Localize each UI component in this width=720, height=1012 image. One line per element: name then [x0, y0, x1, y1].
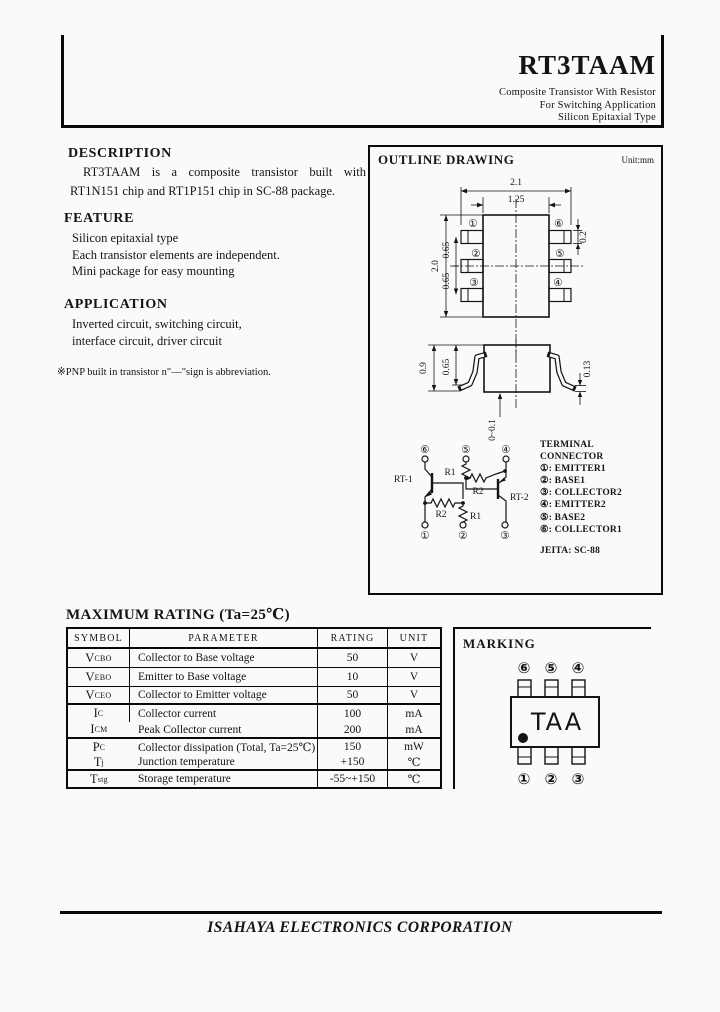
marking-code: TAA	[530, 708, 584, 736]
marking-drawing	[493, 655, 653, 795]
svg-text:⑥: ⑥	[554, 218, 564, 230]
max-rating-heading: MAXIMUM RATING (Ta=25℃)	[66, 607, 291, 623]
feature-item: Silicon epitaxial type	[72, 231, 179, 245]
jeita-package-label: JEITA: SC-88	[540, 546, 601, 556]
table-row	[68, 687, 440, 705]
svg-text:③: ③	[571, 770, 585, 788]
application-heading: APPLICATION	[64, 297, 168, 312]
unit-cell: ℃	[407, 757, 421, 769]
rating-cell: 100	[318, 705, 388, 722]
svg-text:①: ①	[517, 770, 531, 788]
parameter-cell: Junction temperature	[130, 755, 318, 769]
application-line: Inverted circuit, switching circuit,	[72, 317, 242, 331]
rating-cell: +150	[318, 755, 388, 769]
header-right-bar	[661, 35, 664, 127]
parameter-cell: Collector dissipation (Total, Ta=25℃)	[130, 739, 318, 755]
table-header-row	[68, 629, 440, 649]
svg-text:⑤: ⑤	[461, 444, 471, 456]
package-side-view	[461, 339, 573, 409]
unit-cell: V	[409, 671, 419, 683]
svg-text:0.65: 0.65	[442, 358, 452, 376]
rating-cell: 50	[318, 649, 388, 667]
svg-text:②: ②	[471, 248, 481, 260]
table-row	[68, 771, 440, 787]
marking-top-rule	[453, 627, 651, 629]
symbol-cell: P C	[92, 739, 106, 754]
symbol-cell: T stg	[90, 771, 108, 786]
company-name: ISAHAYA ELECTRONICS CORPORATION	[207, 919, 513, 936]
table-row	[68, 668, 440, 687]
svg-text:④: ④	[501, 444, 511, 456]
terminal-item: ⑥: COLLECTOR1	[540, 524, 622, 535]
rating-cell: 150	[318, 739, 388, 755]
pnp-note: ※PNP built in transistor n"—"sign is abbreviation.	[57, 367, 271, 378]
max-rating-table	[66, 627, 442, 789]
parameter-cell: Emitter to Base voltage	[130, 668, 318, 686]
marking-pin-numbers-top	[518, 659, 585, 677]
svg-text:0.65: 0.65	[442, 241, 452, 259]
svg-text:0~0.1: 0~0.1	[488, 419, 498, 441]
svg-text:②: ②	[458, 530, 468, 542]
header-bottom-rule	[61, 125, 664, 128]
svg-text:0.2: 0.2	[579, 231, 589, 243]
svg-text:②: ②	[544, 770, 558, 788]
parameter-cell: Peak Collector current	[130, 722, 318, 737]
feature-item: Mini package for easy mounting	[72, 264, 235, 278]
parameter-cell: Collector current	[130, 705, 318, 722]
parameter-cell: Storage temperature	[130, 771, 318, 787]
symbol-cell: I CM	[90, 722, 108, 736]
svg-text:⑤: ⑤	[555, 248, 565, 260]
svg-text:R2: R2	[472, 487, 484, 497]
svg-text:R1: R1	[444, 468, 456, 478]
unit-cell: ℃	[407, 774, 421, 786]
footer-rule	[60, 911, 662, 914]
terminal-item: ③: COLLECTOR2	[540, 488, 622, 499]
outline-unit-label: Unit:mm	[621, 155, 654, 165]
col-header-rating: RATING	[318, 629, 388, 647]
terminal-item: ④: EMITTER2	[540, 500, 606, 511]
table-row	[68, 705, 440, 722]
svg-text:①: ①	[420, 530, 430, 542]
svg-text:0.65: 0.65	[442, 272, 452, 290]
symbol-cell: V EBO	[68, 668, 130, 686]
symbol-cell: V CBO	[68, 649, 130, 667]
svg-text:0.13: 0.13	[583, 360, 593, 378]
unit-cell: V	[409, 652, 419, 664]
application-line: interface circuit, driver circuit	[72, 333, 222, 348]
symbol-cell: T j	[93, 755, 105, 769]
svg-text:R1: R1	[470, 512, 482, 522]
svg-text:④: ④	[553, 277, 563, 289]
unit-cell: V	[409, 689, 419, 701]
rating-cell: 50	[318, 687, 388, 703]
col-header-symbol: SYMBOL	[68, 629, 130, 647]
parameter-cell: Collector to Base voltage	[130, 649, 318, 667]
symbol-cell: V CEO	[68, 687, 130, 703]
table-row	[68, 755, 440, 771]
svg-text:⑤: ⑤	[544, 659, 558, 677]
application-lines	[72, 316, 372, 349]
marking-heading: MARKING	[463, 636, 536, 651]
marking-left-rule	[453, 627, 455, 789]
header-left-bar	[61, 35, 64, 127]
unit-cell: mA	[405, 723, 423, 736]
svg-text:③: ③	[469, 277, 479, 289]
subtitle-line-2: For Switching Application	[539, 99, 656, 111]
description-heading: DESCRIPTION	[68, 146, 172, 161]
svg-text:③: ③	[500, 530, 510, 542]
svg-text:⑥: ⑥	[420, 444, 430, 456]
svg-text:1.25: 1.25	[507, 195, 525, 205]
parameter-cell: Collector to Emitter voltage	[130, 687, 318, 703]
terminal-item: ①: EMITTER1	[540, 464, 606, 475]
svg-text:2.0: 2.0	[431, 260, 441, 272]
subtitle-line-3: Silicon Epitaxial Type	[558, 112, 656, 123]
symbol-cell: I C	[68, 705, 130, 722]
feature-heading: FEATURE	[64, 211, 135, 226]
unit-cell: mA	[405, 707, 423, 720]
table-row	[68, 649, 440, 668]
col-header-unit: UNIT	[399, 632, 429, 644]
subtitle-block	[356, 87, 656, 125]
outline-heading: OUTLINE DRAWING	[378, 152, 515, 167]
svg-text:⑥: ⑥	[517, 659, 531, 677]
rating-cell: 200	[318, 722, 388, 737]
svg-text:R2: R2	[435, 510, 447, 520]
rating-cell: 10	[318, 668, 388, 686]
terminal-connector-block	[540, 439, 622, 536]
circuit-labels	[394, 468, 529, 522]
svg-text:2.1: 2.1	[510, 178, 522, 188]
terminal-item: ②: BASE1	[540, 476, 586, 487]
pin1-indicator-dot	[518, 733, 528, 743]
svg-text:④: ④	[571, 659, 585, 677]
terminal-title: CONNECTOR	[540, 452, 604, 463]
col-header-parameter: PARAMETER	[130, 629, 318, 647]
feature-list	[72, 230, 372, 280]
unit-cell: mW	[404, 741, 424, 753]
side-view-dim-labels	[419, 358, 593, 440]
svg-text:①: ①	[468, 218, 478, 230]
subtitle-line-1: Composite Transistor With Resistor	[499, 87, 656, 98]
svg-text:RT-2: RT-2	[510, 493, 529, 503]
marking-pin-numbers-bottom	[518, 770, 585, 788]
table-row	[68, 722, 440, 739]
part-number-title: RT3TAAM	[518, 50, 656, 80]
svg-text:RT-1: RT-1	[394, 475, 413, 485]
outline-drawing-box	[368, 145, 663, 595]
description-body: RT3TAAM is a composite transistor built with RT1N151 chip and RT1P151 chip in SC-88 package.	[70, 165, 366, 198]
svg-text:0.9: 0.9	[419, 362, 429, 374]
rating-cell: -55~+150	[318, 771, 388, 787]
terminal-title: TERMINAL	[540, 440, 594, 450]
terminal-item: ⑤: BASE2	[540, 512, 586, 523]
table-row	[68, 739, 440, 755]
feature-item: Each transistor elements are independent.	[72, 247, 280, 262]
